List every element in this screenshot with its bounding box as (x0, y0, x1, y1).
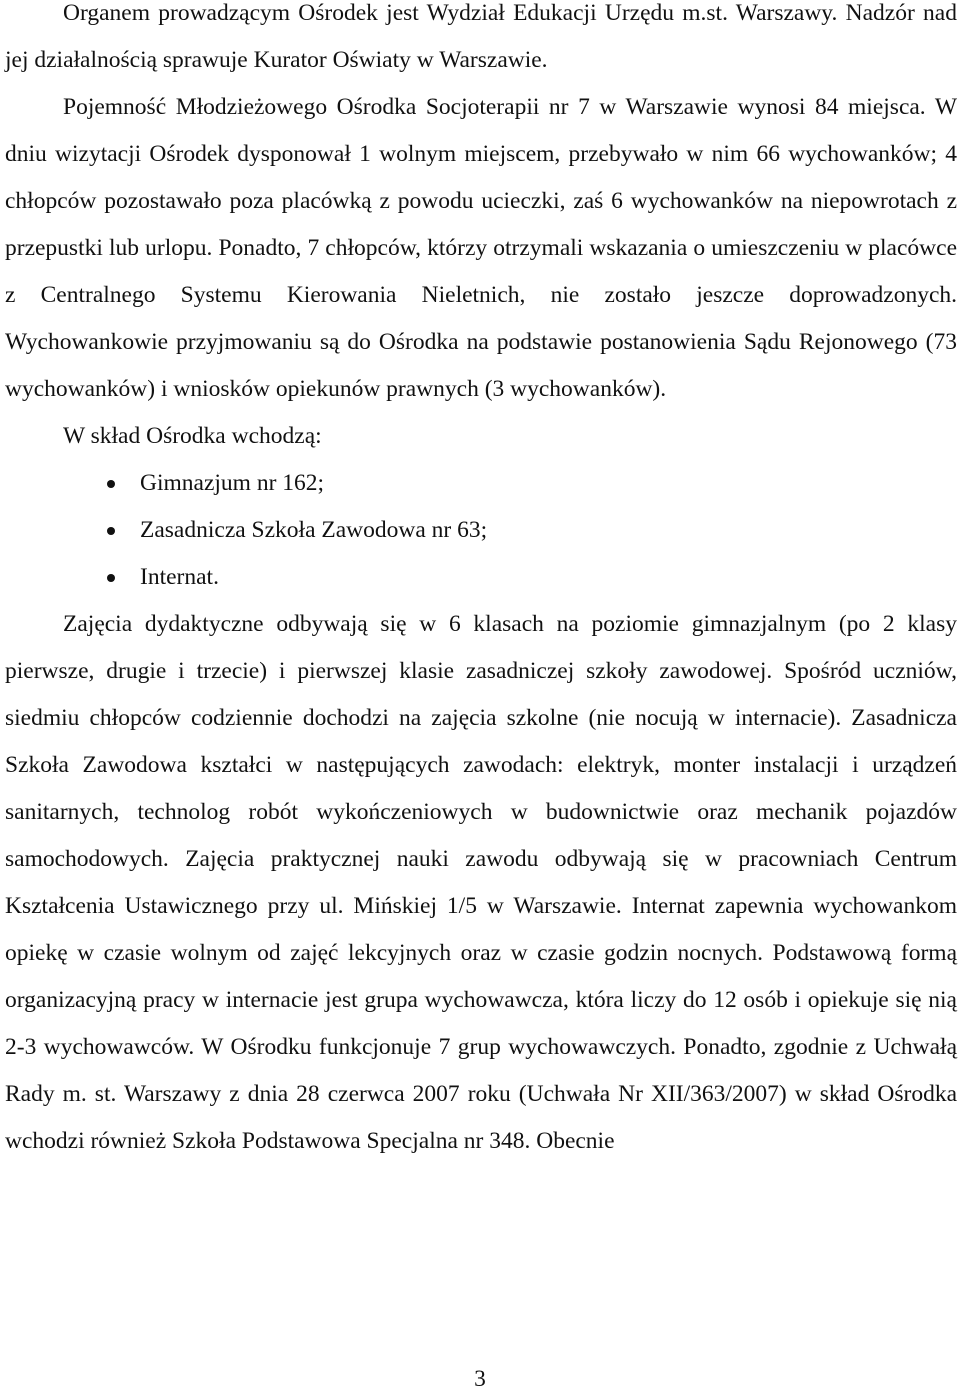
list-intro: W skład Ośrodka wchodzą: (63, 423, 322, 449)
page-number: 3 (474, 1366, 486, 1392)
list-item (5, 507, 957, 554)
units-list (5, 460, 957, 601)
paragraph-supervision: Organem prowadzącym Ośrodek jest Wydział Edukacji Urzędu m.st. Warszawy. Nadzór nad jej działalnością sprawuje Kurator Oświaty w Warszawie. (5, 0, 957, 73)
bullet-icon (107, 480, 115, 488)
list-item-text: Gimnazjum nr 162; (140, 470, 325, 496)
list-item-text: Zasadnicza Szkoła Zawodowa nr 63; (140, 517, 488, 543)
document-body (5, 0, 957, 1165)
list-item (5, 460, 957, 507)
list-item (5, 554, 957, 601)
bullet-icon (107, 527, 115, 535)
bullet-icon (107, 574, 115, 582)
list-item-text: Internat. (140, 564, 219, 590)
paragraph-capacity: Pojemność Młodzieżowego Ośrodka Socjoterapii nr 7 w Warszawie wynosi 84 miejsca. W dniu wizytacji Ośrodek dysponował 1 wolnym miejscem, przebywało w nim 66 wychowanków; 4 chłopców pozostawało poza placówką z powodu ucieczki, zaś 6 wychowanków na niepowrotach z przepustki lub urlopu. Ponadto, 7 chłopców, którzy otrzymali wskazania o umieszczeniu w placówce z Centralnego Systemu Kierowania Nieletnich, nie zostało jeszcze doprowadzonych. Wychowankowie przyjmowaniu są do Ośrodka na podstawie postanowienia Sądu Rejonowego (73 wychowanków) i wniosków opiekunów prawnych (3 wychowanków). (5, 94, 957, 402)
paragraph-classes: Zajęcia dydaktyczne odbywają się w 6 klasach na poziomie gimnazjalnym (po 2 klasy pierwsze, drugie i trzecie) i pierwszej klasie zasadniczej szkoły zawodowej. Spośród uczniów, siedmiu chłopców codziennie dochodzi na zajęcia szkolne (nie nocują w internacie). Zasadnicza Szkoła Zawodowa kształci w następujących zawodach: elektryk, monter instalacji i urządzeń sanitarnych, technolog robót wykończeniowych w budownictwie oraz mechanik pojazdów samochodowych. Zajęcia praktycznej nauki zawodu odbywają się w pracowniach Centrum Kształcenia Ustawicznego przy ul. Mińskiej 1/5 w Warszawie. Internat zapewnia wychowankom opiekę w czasie wolnym od zajęć lekcyjnych oraz w czasie godzin nocnych. Podstawową formą organizacyjną pracy w internacie jest grupa wychowawcza, która liczy do 12 osób i opiekuje się nią 2-3 wychowawców. W Ośrodku funkcjonuje 7 grup wychowawczych. Ponadto, zgodnie z Uchwałą Rady m. st. Warszawy z dnia 28 czerwca 2007 roku (Uchwała Nr XII/363/2007) w skład Ośrodka wchodzi również Szkoła Podstawowa Specjalna nr 348. Obecnie (5, 611, 957, 1154)
